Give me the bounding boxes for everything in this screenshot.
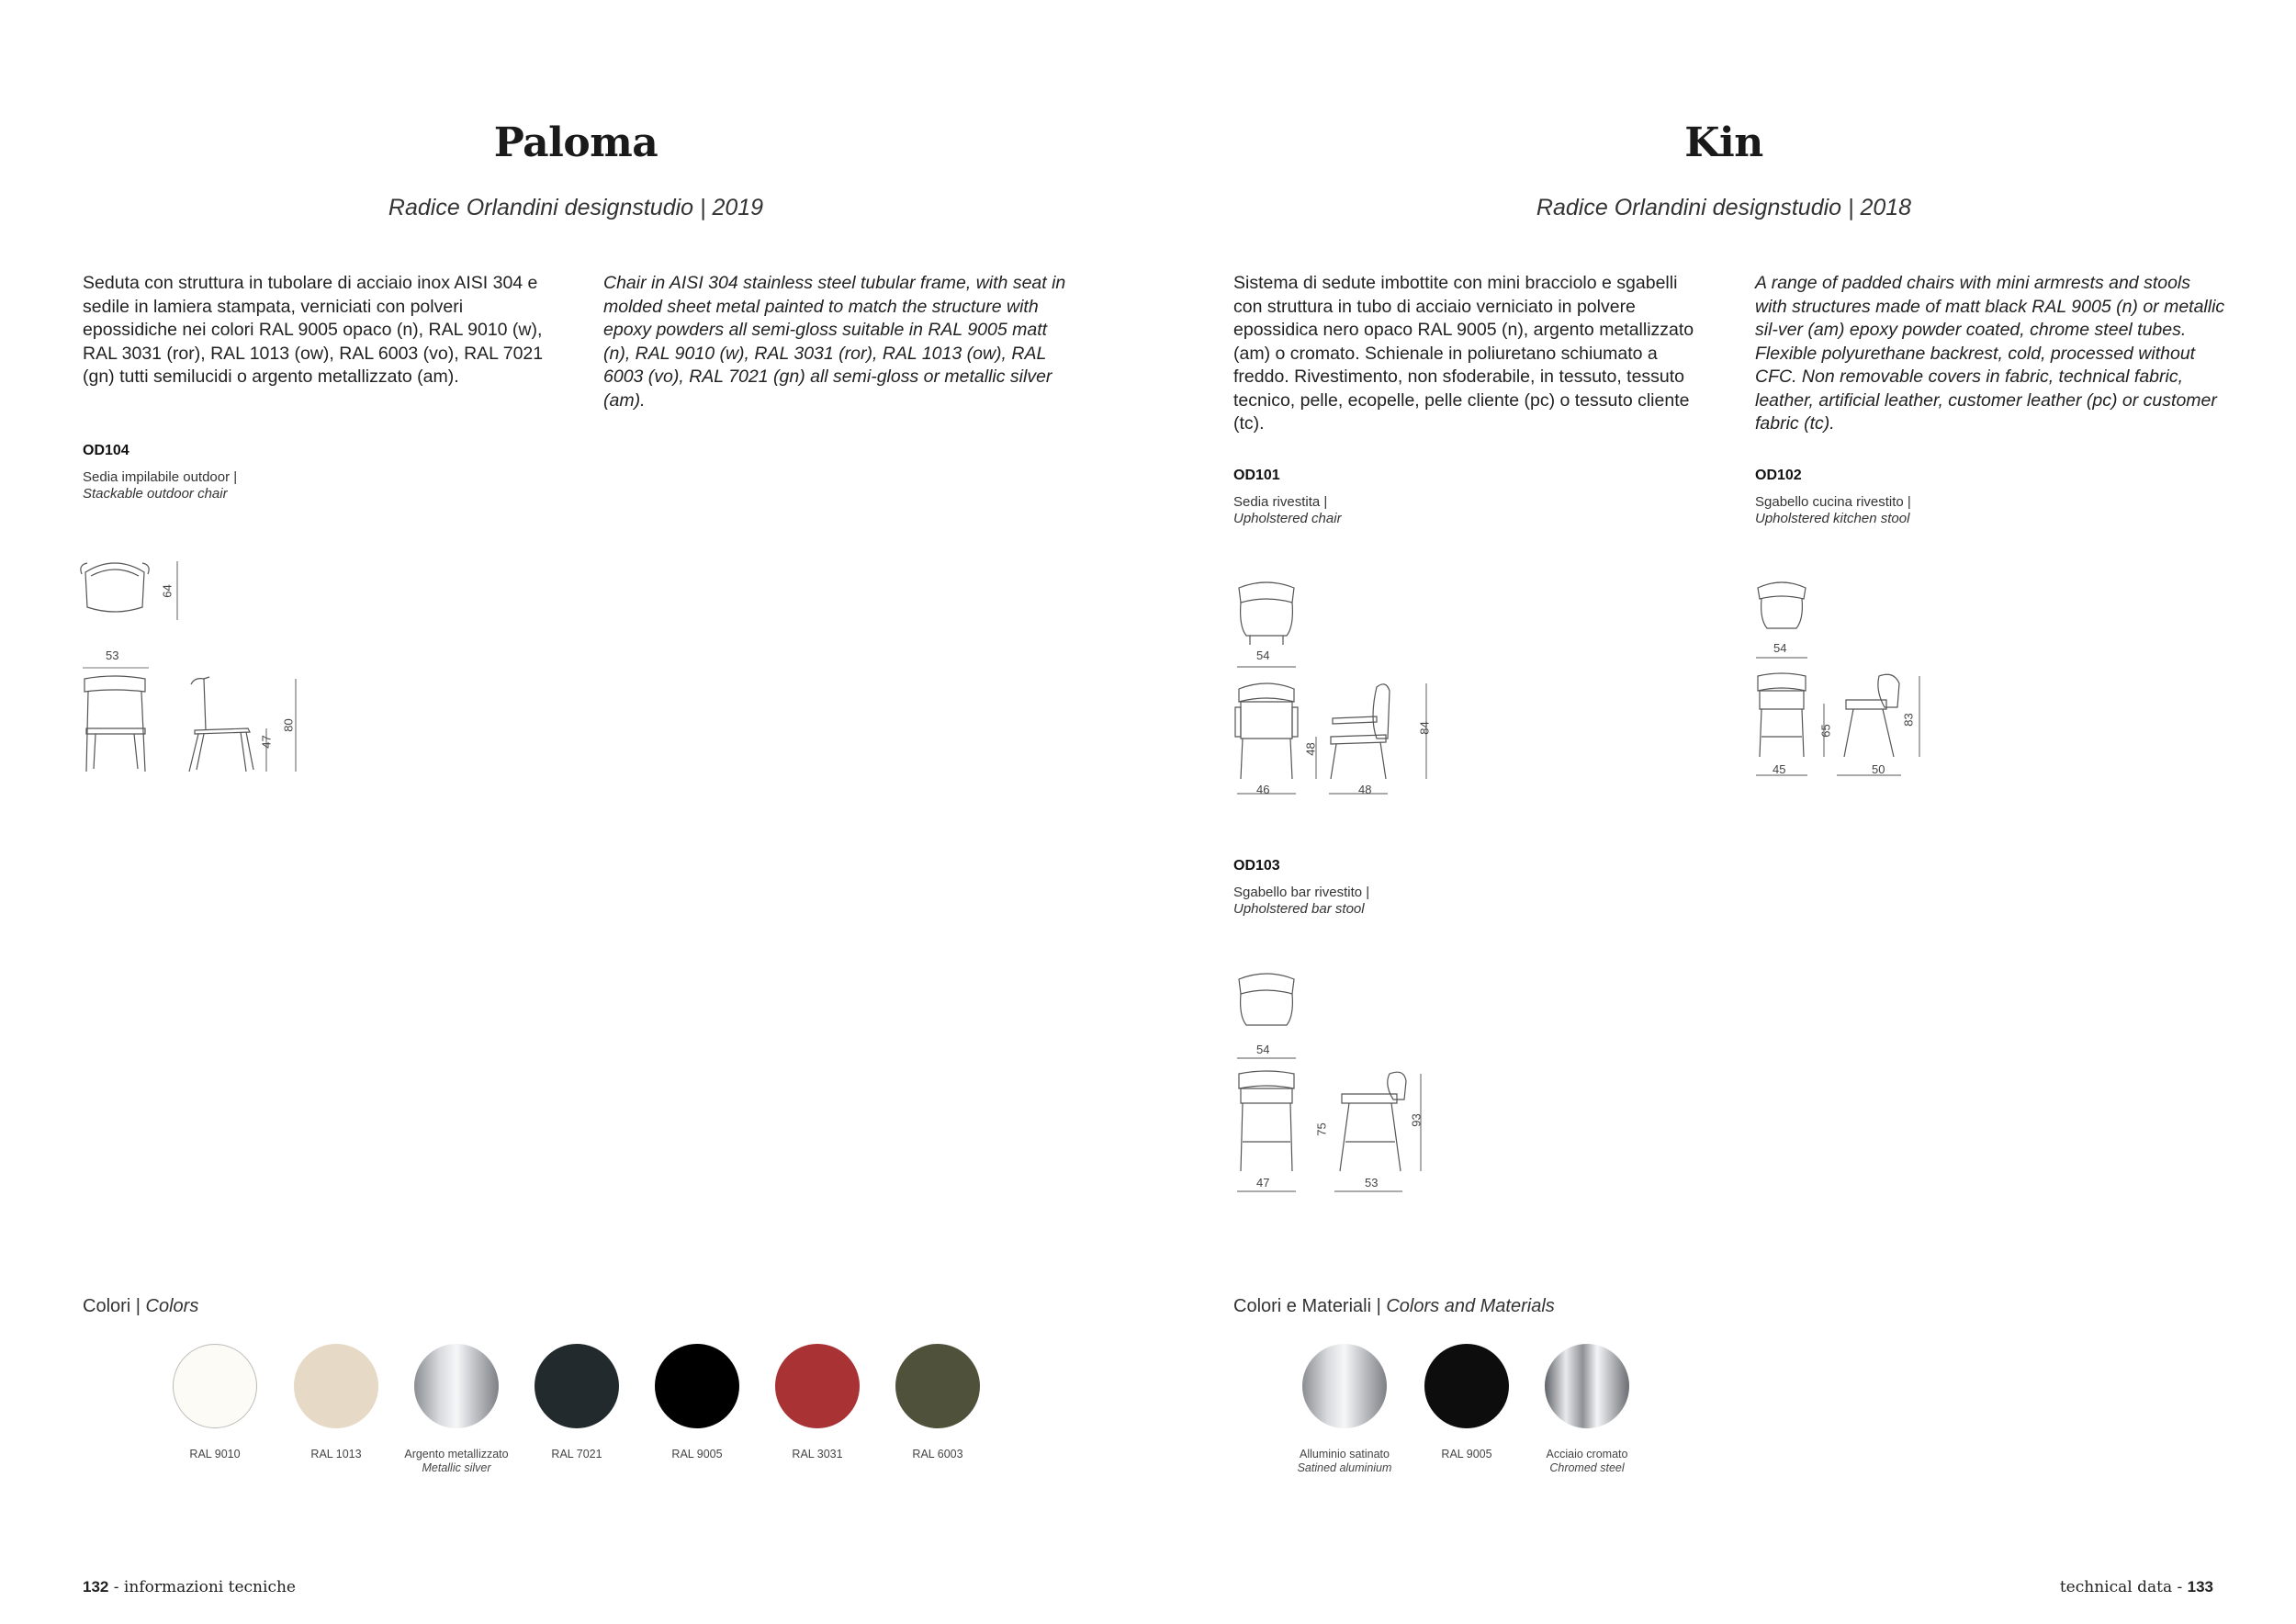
swatch-name: RAL 9005 [671, 1448, 723, 1460]
swatch-label [633, 1448, 761, 1461]
dim-od102-height: 83 [1901, 713, 1916, 727]
dim-od102-width: 54 [1773, 641, 1787, 655]
label-it: Sgabello cucina rivestito | [1755, 494, 1911, 510]
colors-materials-label-kin [1233, 1296, 1555, 1317]
swatch-sub: Metallic silver [422, 1461, 491, 1474]
label-en: Upholstered kitchen stool [1755, 511, 1910, 526]
folio-text: - informazioni tecniche [108, 1578, 296, 1596]
label-en: Upholstered bar stool [1233, 901, 1365, 917]
designer-subtitle-paloma: Radice Orlandini designstudio | 2019 [388, 195, 764, 220]
od101-side-view-drawing [1325, 682, 1435, 801]
product-code-od104: OD104 [83, 443, 129, 458]
product-label-od102 [1755, 494, 1911, 527]
swatch-label [1523, 1448, 1651, 1475]
product-title-paloma: Paloma [493, 119, 658, 166]
swatch-label [392, 1448, 521, 1475]
od103-side-view-drawing [1325, 1070, 1435, 1199]
dim-od103-seat-height: 75 [1314, 1122, 1329, 1136]
dim-od103-width: 54 [1256, 1043, 1270, 1056]
product-title-kin: Kin [1684, 119, 1763, 166]
dim-od101-seat-height: 48 [1303, 742, 1318, 756]
label-it: Sedia impilabile outdoor | [83, 469, 238, 485]
dim-od104-width: 53 [106, 648, 119, 662]
description-en-kin: A range of padded chairs with mini armrests and stools with structures made of matt black RAL 9005 (n) or metallic sil-ver (am) epoxy powder coated, chrome steel tubes. Flexible polyurethane backrest, cold, processed without CFC. Non removable covers in fabric, technical fabric, leather, artificial leather, customer leather (pc) or customer fabric (tc). [1755, 273, 2225, 434]
swatch-sub: Chromed steel [1549, 1461, 1625, 1474]
paloma-front-view-drawing [81, 675, 154, 776]
swatch-ral-9010 [173, 1344, 257, 1428]
od101-front-view-drawing [1233, 682, 1307, 801]
description-it-paloma: Seduta con struttura in tubolare di acciaio inox AISI 304 e sedile in lamiera stampata, verniciati con polveri epossidiche nei colori RAL 9005 opaco (n), RAL 9010 (w), RAL 3031 (ror), RAL 1013 (ow), RAL 6003 (vo), RAL 7021 (gn) tutti semilucidi o argento metallizzato (am). [83, 273, 544, 387]
product-label-od101 [1233, 494, 1342, 527]
od103-top-view-drawing [1233, 972, 1307, 1064]
dim-od101-front-width: 46 [1256, 783, 1270, 796]
colors-label-en: Colors [145, 1296, 199, 1316]
swatch-name: RAL 1013 [310, 1448, 362, 1460]
swatch-ral-9005 [1424, 1344, 1509, 1428]
swatch-ral-7021 [535, 1344, 619, 1428]
swatch-label [1402, 1448, 1531, 1461]
colors-label-en: Colors and Materials [1386, 1296, 1555, 1316]
dim-od103-depth: 53 [1365, 1176, 1379, 1190]
colors-label-paloma [83, 1296, 198, 1317]
dim-od102-depth: 50 [1872, 762, 1885, 776]
dim-od101-height: 84 [1417, 721, 1432, 735]
dim-od104-depth: 64 [160, 584, 174, 598]
swatch-satined-aluminium [1302, 1344, 1387, 1428]
swatch-name: RAL 9005 [1441, 1448, 1492, 1460]
swatch-label [753, 1448, 882, 1461]
swatch-name: Argento metallizzato [404, 1448, 509, 1460]
swatch-name: RAL 3031 [792, 1448, 843, 1460]
swatch-ral-9005 [655, 1344, 739, 1428]
dim-od102-front-width: 45 [1773, 762, 1786, 776]
od102-front-view-drawing [1754, 672, 1818, 783]
swatch-ral-1013 [294, 1344, 378, 1428]
page-folio-left [83, 1578, 296, 1596]
page-number: 133 [2187, 1578, 2213, 1596]
page-number: 132 [83, 1578, 109, 1596]
colors-label-it: Colori | [83, 1296, 146, 1316]
swatch-name: RAL 6003 [912, 1448, 963, 1460]
swatch-label [1280, 1448, 1409, 1475]
dim-od101-width: 54 [1256, 648, 1270, 662]
swatch-chromed-steel [1545, 1344, 1629, 1428]
swatch-sub: Satined aluminium [1297, 1461, 1392, 1474]
swatch-label [512, 1448, 641, 1461]
designer-subtitle-kin: Radice Orlandini designstudio | 2018 [1536, 195, 1912, 220]
dim-od101-depth: 48 [1358, 783, 1372, 796]
dim-od102-seat-height: 65 [1818, 724, 1833, 738]
swatch-label [272, 1448, 400, 1461]
dim-od104-height: 80 [281, 718, 296, 732]
swatch-label [151, 1448, 279, 1461]
product-code-od102: OD102 [1755, 468, 1802, 483]
right-page [1148, 0, 2296, 1624]
description-it-kin: Sistema di sedute imbottite con mini bracciolo e sgabelli con struttura in tubo di acciaio verniciato in polvere epossidica nero opaco RAL 9005 (n), argento metallizzato (am) o cromato. Schienale in poliuretano schiumato a freddo. Rivestimento, non sfoderabile, in tessuto, tessuto tecnico, pelle, ecopelle, pelle cliente (pc) o tessuto cliente (tc). [1233, 273, 1694, 434]
dim-od103-front-width: 47 [1256, 1176, 1270, 1190]
od101-top-view-drawing [1233, 581, 1307, 672]
colors-label-it: Colori e Materiali | [1233, 1296, 1387, 1316]
page-folio-right [2060, 1578, 2213, 1596]
label-en: Stackable outdoor chair [83, 486, 228, 502]
swatch-name: Acciaio cromato [1546, 1448, 1628, 1460]
dim-od104-seat-height: 47 [259, 735, 274, 749]
swatch-name: Alluminio satinato [1300, 1448, 1390, 1460]
dim-od103-height: 93 [1409, 1113, 1424, 1127]
product-code-od101: OD101 [1233, 468, 1280, 483]
swatch-ral-6003 [895, 1344, 980, 1428]
swatch-name: RAL 7021 [551, 1448, 602, 1460]
folio-text: technical data - [2059, 1578, 2188, 1596]
product-label-od103 [1233, 885, 1369, 918]
product-label-od104 [83, 469, 237, 502]
swatch-ral-3031 [775, 1344, 860, 1428]
label-it: Sgabello bar rivestito | [1233, 885, 1370, 900]
product-code-od103: OD103 [1233, 858, 1280, 874]
swatch-label [873, 1448, 1002, 1461]
od103-front-view-drawing [1233, 1070, 1307, 1199]
paloma-dim-line [83, 663, 149, 672]
label-en: Upholstered chair [1233, 511, 1342, 526]
swatch-metallic-silver [414, 1344, 499, 1428]
swatch-name: RAL 9010 [189, 1448, 241, 1460]
label-it: Sedia rivestita | [1233, 494, 1328, 510]
description-en-paloma: Chair in AISI 304 stainless steel tubular frame, with seat in molded sheet metal painted to match the structure with epoxy powders all semi-gloss suitable in RAL 9005 matt (n), RAL 9010 (w), RAL 3031 (ror), RAL 1013 (ow), RAL 6003 (vo), RAL 7021 (gn) all semi-gloss or metallic silver (am). [603, 273, 1066, 411]
